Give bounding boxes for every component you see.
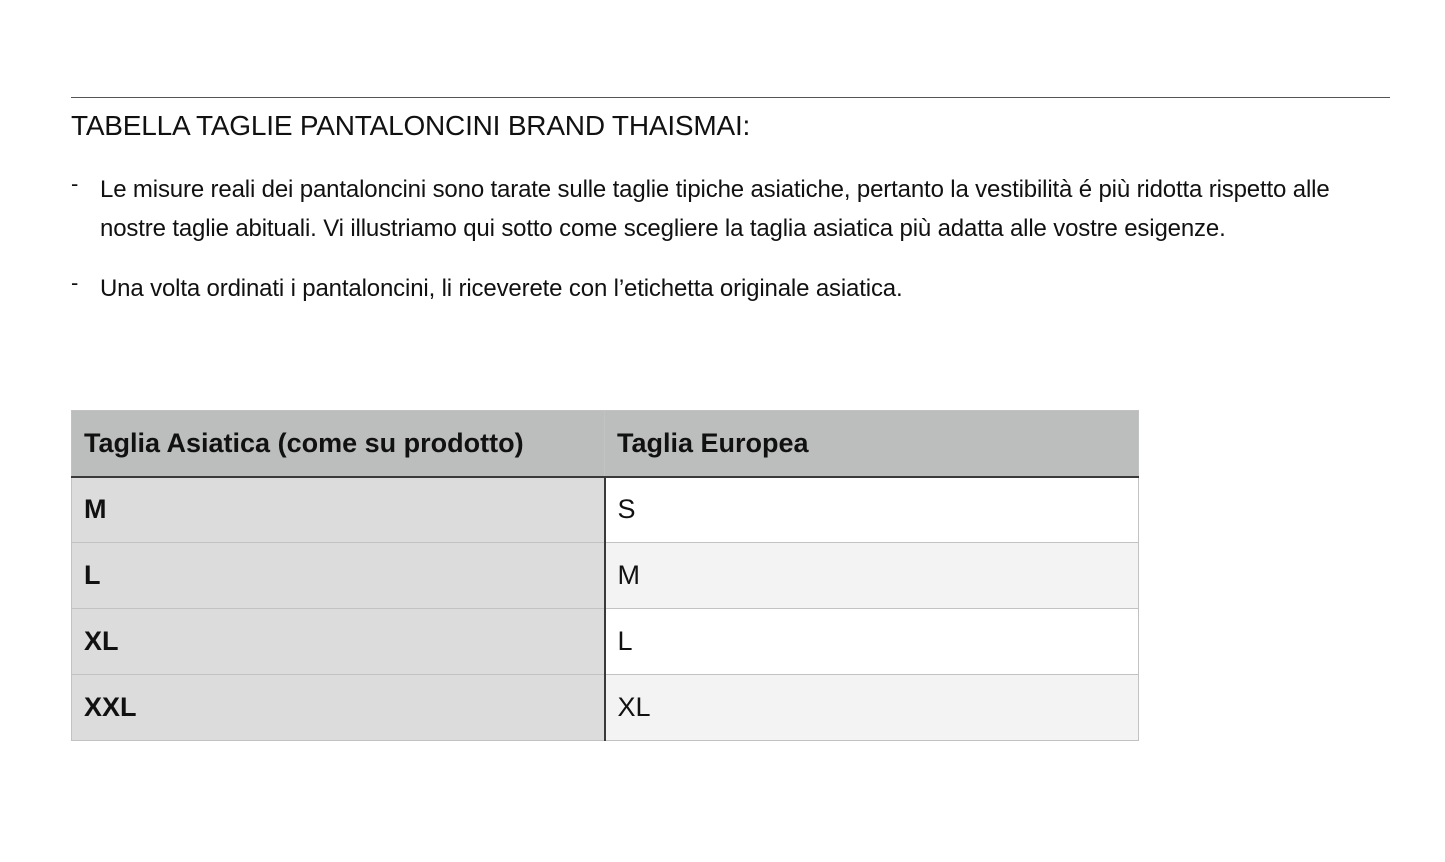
bullet-text-fit: Le misure reali dei pantaloncini sono tarate sulle taglie tipiche asiatiche, pertanto la vestibilità é più ridotta rispetto alle nostre taglie abituali. Vi illustriamo qui sotto come scegliere la taglia asiatica più adatta alle vostre esigenze. — [100, 176, 1330, 242]
bullet-dash-icon: - — [71, 171, 79, 196]
asian-size-cell: L — [72, 543, 605, 609]
asian-size-cell: XL — [72, 609, 605, 675]
header-european-size: Taglia Europea — [605, 411, 1139, 477]
european-size-cell: XL — [605, 675, 1139, 741]
asian-size-cell: XXL — [72, 675, 605, 741]
table-row — [72, 543, 1139, 609]
header-asian-size: Taglia Asiatica (come su prodotto) — [72, 411, 605, 477]
table-row — [72, 675, 1139, 741]
bullet-item-label — [71, 270, 1401, 309]
european-size-cell: L — [605, 609, 1139, 675]
bullet-dash-icon: - — [71, 270, 79, 295]
top-divider — [71, 97, 1390, 98]
table-header-row — [72, 411, 1139, 477]
page-title: TABELLA TAGLIE PANTALONCINI BRAND THAISMAI: — [71, 110, 751, 141]
european-size-cell: S — [605, 477, 1139, 543]
table-row — [72, 609, 1139, 675]
table-row — [72, 477, 1139, 543]
asian-size-cell: M — [72, 477, 605, 543]
bullet-item-fit — [71, 171, 1401, 248]
bullet-list — [71, 171, 1401, 309]
bullet-text-label: Una volta ordinati i pantaloncini, li riceverete con l’etichetta originale asiatica. — [100, 275, 903, 302]
size-conversion-table — [71, 410, 1139, 741]
european-size-cell: M — [605, 543, 1139, 609]
